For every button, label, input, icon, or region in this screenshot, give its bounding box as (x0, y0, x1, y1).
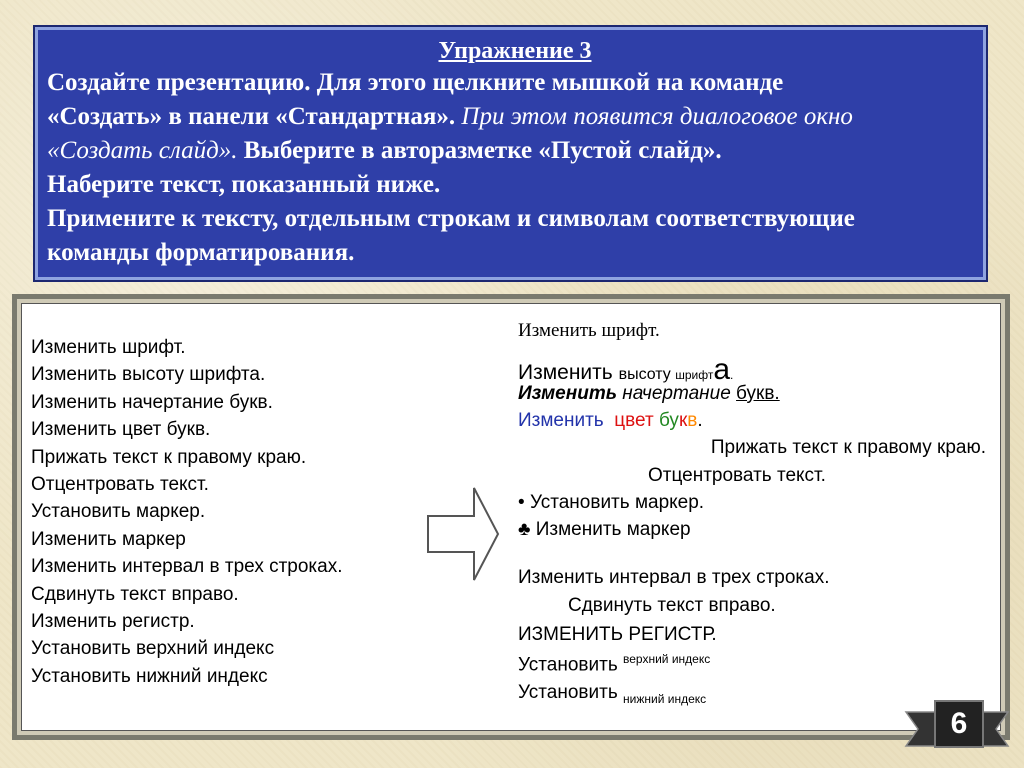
exercise-panel (12, 294, 1010, 740)
formatted-center-line: Отцентровать текст. (648, 465, 826, 486)
page-number-badge (902, 696, 1012, 756)
style-part: начертание (617, 383, 737, 404)
formatted-indent-line: Сдвинуть текст вправо. (568, 595, 776, 616)
formatted-style-line (518, 383, 780, 405)
task-line-3-bold: Выберите в авторазметке «Пустой слайд». (237, 137, 722, 164)
task-line-2 (47, 100, 983, 134)
style-part: букв. (736, 383, 780, 404)
bullet-text: Установить маркер. (529, 492, 705, 513)
formatted-right-align-line: Прижать текст к правому краю. (710, 437, 986, 458)
task-line-2-italic: При этом появится диалоговое окно (455, 103, 853, 130)
task-line-2-bold: «Создать» в панели «Стандартная». (47, 103, 456, 130)
task-line-4: Наберите текст, показанный ниже. (47, 171, 441, 198)
formatted-sub-line (518, 682, 706, 706)
task-box (35, 27, 986, 280)
formatted-club-line (518, 519, 691, 541)
style-part: Изменить (518, 383, 617, 404)
height-part: . (730, 368, 734, 382)
formatted-color-line (518, 410, 703, 432)
formatted-font-line: Изменить шрифт. (518, 320, 660, 341)
task-line-6: команды форматирования. (47, 239, 355, 266)
color-part: . (697, 410, 703, 431)
page-number: 6 (934, 700, 984, 748)
sub-part: Установить (518, 682, 624, 703)
color-part: цвет (614, 410, 654, 431)
list-item: Изменить регистр. (31, 611, 195, 633)
color-part: к (678, 410, 688, 431)
height-part: Изменить (518, 361, 619, 384)
panel-frame (17, 299, 1005, 735)
formatted-upper-line: ИЗМЕНИТЬ РЕГИСТР. (518, 624, 717, 645)
task-line-3 (47, 134, 983, 168)
color-part: в (687, 410, 698, 431)
club-text: Изменить маркер (535, 519, 691, 540)
sup-part: Установить (518, 654, 624, 676)
list-item: Изменить маркер (31, 528, 186, 550)
task-line-3-italic: «Создать слайд». (47, 137, 238, 164)
formatted-interval-line: Изменить интервал в трех строках. (518, 567, 830, 588)
list-item: Изменить шрифт. (31, 337, 186, 358)
list-item: Установить нижний индекс (31, 665, 268, 687)
height-part: шрифт (675, 368, 714, 382)
list-item: Прижать текст к правому краю. (31, 446, 307, 468)
list-item: Изменить интервал в трех строках. (31, 556, 343, 578)
club-icon: ♣ (518, 519, 531, 540)
color-part: Изменить (518, 410, 604, 431)
list-item: Установить маркер. (31, 501, 206, 523)
list-item: Изменить цвет букв. (31, 419, 211, 441)
list-item: Установить верхний индекс (31, 638, 275, 660)
task-line-5: Примените к тексту, отдельным строкам и символам соответствующие (47, 205, 855, 232)
color-part: бу (658, 410, 679, 431)
task-title: Упражнение 3 (438, 38, 592, 64)
sup-part: верхний индекс (623, 652, 711, 666)
formatted-bullet-line (518, 492, 704, 514)
formatted-sup-line (518, 652, 710, 676)
list-item: Отцентровать текст. (31, 474, 209, 496)
bullet-icon: • (518, 492, 525, 513)
height-part: высоту (618, 366, 676, 383)
height-part: а (713, 353, 731, 386)
right-arrow-icon (426, 484, 502, 584)
list-item: Изменить начертание букв. (31, 391, 273, 413)
list-item: Изменить высоту шрифта. (31, 364, 266, 386)
list-item: Сдвинуть текст вправо. (31, 583, 239, 605)
sub-part: нижний индекс (623, 691, 707, 706)
panel-content (21, 303, 1001, 731)
task-line-1: Создайте презентацию. Для этого щелкните мышкой на команде (47, 69, 784, 96)
formatted-height-line (518, 353, 733, 387)
left-list (31, 334, 343, 690)
